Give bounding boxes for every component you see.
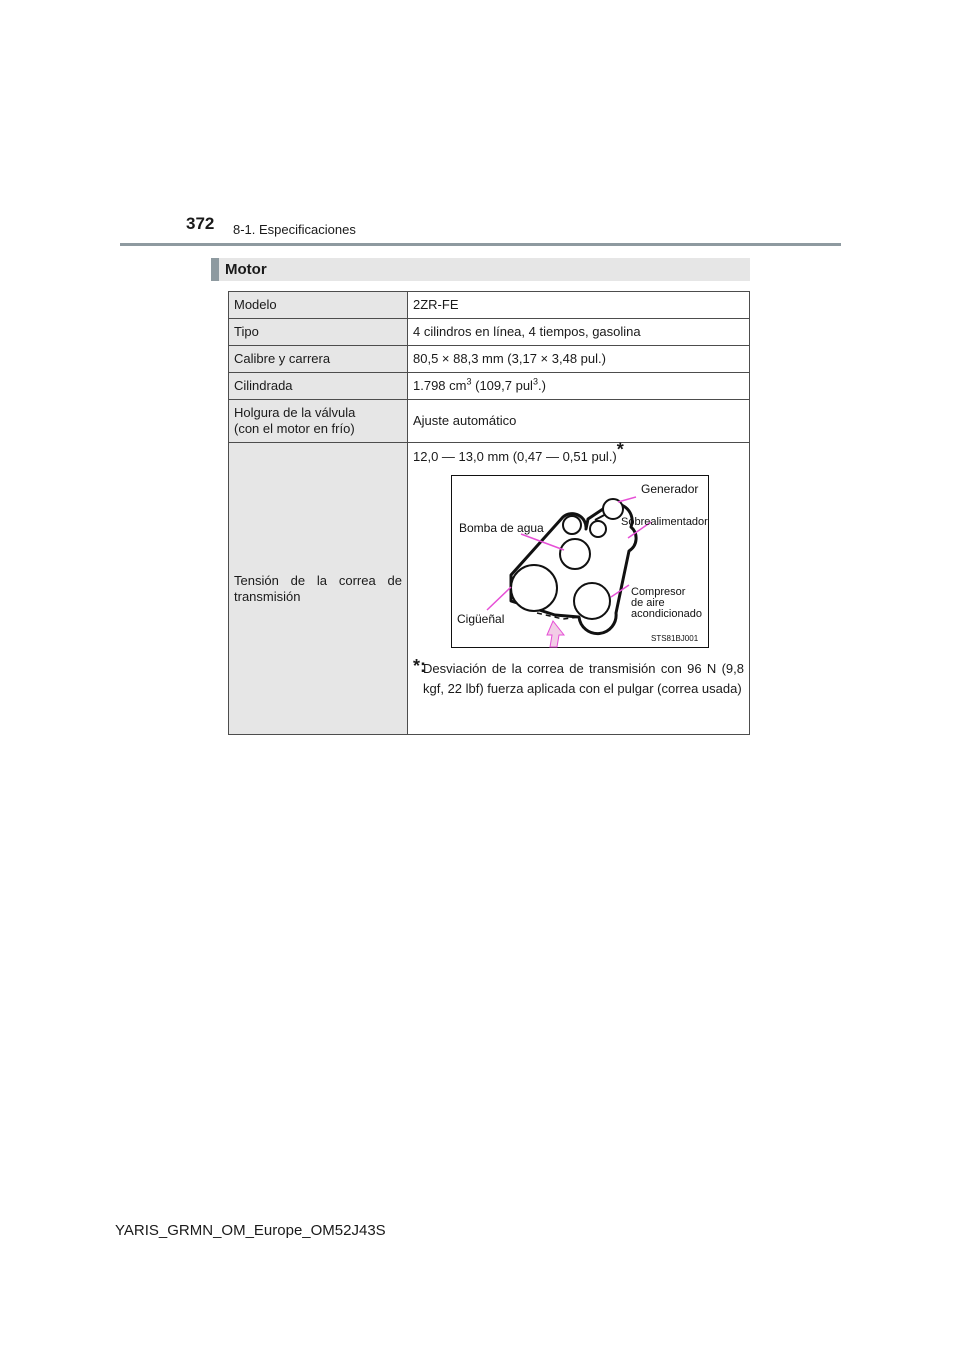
section-bar-accent	[211, 258, 219, 281]
table-row	[229, 346, 750, 373]
label-generador: Generador	[641, 482, 699, 496]
section-bar	[211, 258, 750, 281]
table-row	[229, 443, 750, 735]
pulley-water-pump	[560, 539, 590, 569]
label-compresor-1: Compresor	[631, 586, 686, 598]
table-row	[229, 292, 750, 319]
page-number: 372	[186, 214, 215, 233]
belt-tension-cell	[408, 439, 750, 735]
label-ciguenal: Cigüeñal	[457, 612, 505, 626]
footnote-text: Desviación de la correa de transmisión con 96 N (9,8 kgf, 22 lbf) fuerza aplicada con el pulgar (correa usada)	[423, 661, 744, 696]
engine-spec-table	[228, 291, 750, 735]
row-label: Modelo	[229, 292, 408, 319]
label-line: (con el motor en frío)	[234, 421, 355, 436]
displacement-in: (109,7 pul	[471, 378, 533, 393]
label-compresor-3: acondicionado	[631, 608, 702, 620]
row-value: 80,5 × 88,3 mm (3,17 × 3,48 pul.)	[408, 346, 750, 373]
table-row	[229, 400, 750, 443]
label-compresor-2: de aire	[631, 597, 665, 609]
row-value: Ajuste automático	[408, 400, 750, 443]
section-bar-title: Motor	[225, 261, 267, 278]
row-label: Tipo	[229, 319, 408, 346]
superscript: 3	[466, 376, 472, 387]
document-code: YARIS_GRMN_OM_Europe_OM52J43S	[115, 1222, 386, 1239]
row-label	[229, 400, 408, 443]
row-value: 4 cilindros en línea, 4 tiempos, gasolina	[408, 319, 750, 346]
row-label: Calibre y carrera	[229, 346, 408, 373]
label-line: Holgura de la válvula	[234, 405, 356, 420]
section-title: 8-1. Especificaciones	[233, 222, 356, 237]
pulley-idler	[563, 516, 581, 534]
table-row	[229, 373, 750, 400]
row-label: Tensión de la correa de transmisión	[229, 443, 408, 735]
displacement-close: .)	[537, 378, 546, 393]
label-sobrealimentador: Sobrealimentador	[621, 516, 708, 528]
asterisk: *	[616, 439, 624, 460]
belt-tension-value	[413, 439, 744, 465]
tension-range: 12,0 — 13,0 mm (0,47 — 0,51 pul.)	[413, 449, 617, 464]
footnote-mark: *:	[413, 656, 426, 676]
row-label: Cilindrada	[229, 373, 408, 400]
diagram-code: STS81BJ001	[651, 634, 699, 643]
table-row	[229, 319, 750, 346]
row-value: 2ZR-FE	[408, 292, 750, 319]
pulley-crankshaft	[511, 565, 557, 611]
pulley-supercharger	[590, 521, 606, 537]
row-value-displacement	[408, 373, 750, 400]
header-rule	[120, 243, 841, 246]
displacement-cm: 1.798 cm	[413, 378, 467, 393]
superscript: 3	[532, 376, 538, 387]
belt-diagram	[451, 475, 711, 649]
footnote	[413, 656, 744, 699]
label-bomba: Bomba de agua	[459, 521, 544, 535]
pulley-ac-compressor	[574, 583, 610, 619]
